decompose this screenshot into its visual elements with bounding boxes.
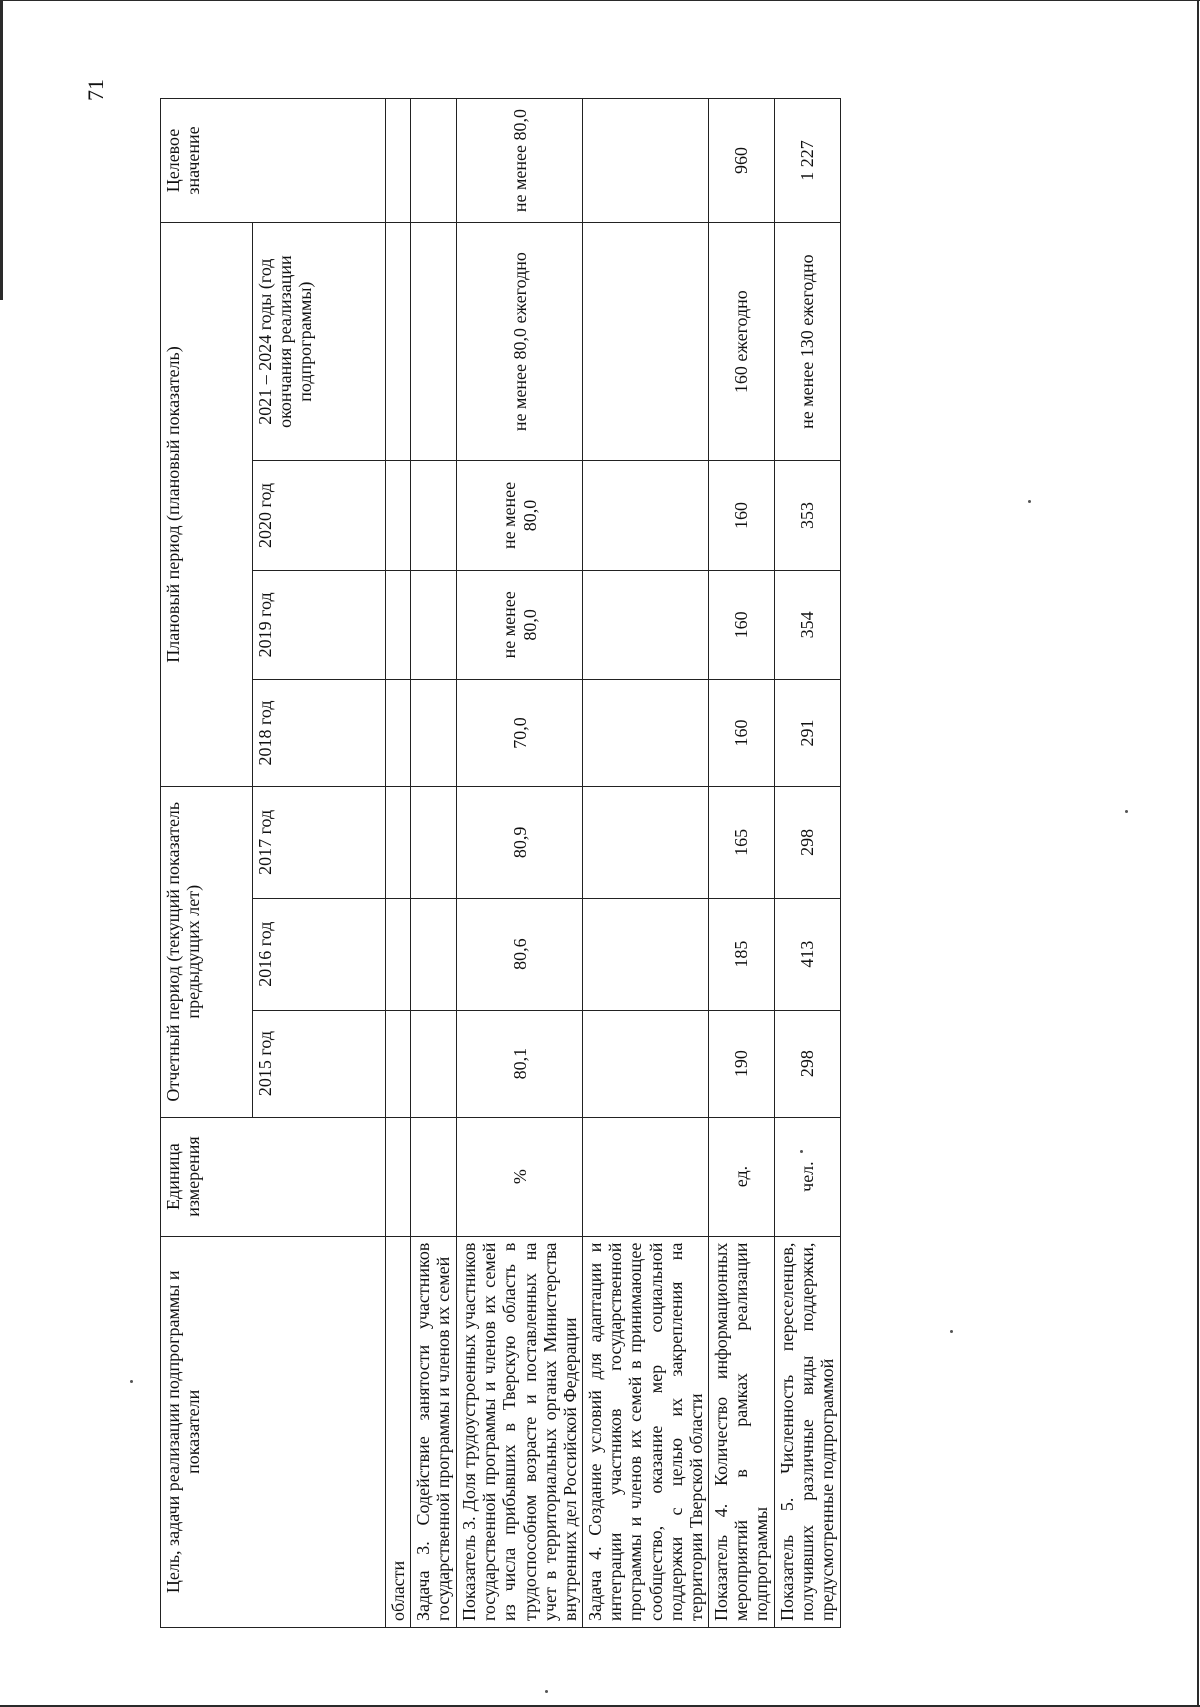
cell-2020: 160	[709, 461, 774, 570]
cell-target: не менее 80,0	[457, 99, 583, 223]
cell-2015: 80,1	[457, 1010, 583, 1117]
cell-2019: 160	[709, 570, 774, 679]
header-target-value: Целевое значение	[161, 99, 386, 223]
cell-2021-2024	[386, 223, 411, 461]
cell-2021-2024	[411, 223, 457, 461]
cell-2018: 160	[709, 680, 774, 787]
header-reporting-period: Отчетный период (текущий показатель предыдущих лет)	[161, 786, 253, 1117]
cell-2021-2024: не менее 130 ежегодно	[774, 223, 840, 461]
cell-2016: 80,6	[457, 898, 583, 1010]
header-years-2021-2024: 2021 – 2024 годы (год окончания реализации подпрограммы)	[253, 223, 386, 461]
cell-2020: не менее 80,0	[457, 461, 583, 570]
cell-2017: 165	[709, 786, 774, 898]
cell-2017	[386, 786, 411, 898]
header-year-2018: 2018 год	[253, 680, 386, 787]
cell-2015	[386, 1010, 411, 1117]
scan-edge-top	[0, 0, 1200, 1]
table-row	[457, 99, 583, 1628]
cell-2016: 185	[709, 898, 774, 1010]
header-year-2016: 2016 год	[253, 898, 386, 1010]
cell-2019	[411, 570, 457, 679]
cell-2019	[583, 570, 709, 679]
cell-2019: не менее 80,0	[457, 570, 583, 679]
cell-2019: 354	[774, 570, 840, 679]
cell-2017	[411, 786, 457, 898]
header-year-2019: 2019 год	[253, 570, 386, 679]
row-description: области	[386, 1236, 411, 1627]
cell-2015	[411, 1010, 457, 1117]
scan-speck	[1125, 810, 1128, 813]
header-row-1	[161, 99, 253, 1628]
cell-2019	[386, 570, 411, 679]
cell-2018: 291	[774, 680, 840, 787]
cell-2016: 413	[774, 898, 840, 1010]
header-unit: Единица измерения	[161, 1117, 386, 1236]
header-goal-tasks: Цель, задачи реализации подпрограммы и показатели	[161, 1236, 386, 1627]
row-description: Задача 4. Создание условий для адаптации и интеграции участников государственной программы и членов их семей в принимающее сообщество, оказание мер социальной поддержки с целью их закрепления на территории Тверской области	[583, 1236, 709, 1627]
row-description: Показатель 5. Численность переселенцев, получивших различные виды поддержки, предусмотренные подпрограммой	[774, 1236, 840, 1627]
cell-2018	[386, 680, 411, 787]
scan-speck	[130, 1380, 133, 1383]
cell-2020	[411, 461, 457, 570]
row-unit: ед.	[709, 1117, 774, 1236]
row-description: Показатель 4. Количество информационных мероприятий в рамках реализации подпрограммы	[709, 1236, 774, 1627]
table-row	[411, 99, 457, 1628]
header-year-2020: 2020 год	[253, 461, 386, 570]
table-row	[386, 99, 411, 1628]
cell-2015: 298	[774, 1010, 840, 1117]
cell-2016	[583, 898, 709, 1010]
row-unit	[411, 1117, 457, 1236]
scan-speck	[1028, 500, 1031, 503]
cell-2018	[583, 680, 709, 787]
scan-edge-right	[1197, 0, 1199, 1707]
row-unit: чел.	[774, 1117, 840, 1236]
cell-2018	[411, 680, 457, 787]
cell-2021-2024	[583, 223, 709, 461]
cell-target: 1 227	[774, 99, 840, 223]
cell-2017: 298	[774, 786, 840, 898]
cell-target	[411, 99, 457, 223]
cell-2015: 190	[709, 1010, 774, 1117]
table-row	[709, 99, 774, 1628]
indicators-table	[160, 98, 841, 1628]
row-unit	[386, 1117, 411, 1236]
cell-target	[386, 99, 411, 223]
header-year-2015: 2015 год	[253, 1010, 386, 1117]
cell-2017	[583, 786, 709, 898]
header-year-2017: 2017 год	[253, 786, 386, 898]
cell-2017: 80,9	[457, 786, 583, 898]
cell-2018: 70,0	[457, 680, 583, 787]
cell-target	[583, 99, 709, 223]
row-description: Задача 3. Содействие занятости участников государственной программы и членов их семей	[411, 1236, 457, 1627]
scan-speck	[950, 1330, 953, 1333]
cell-2016	[411, 898, 457, 1010]
row-description: Показатель 3. Доля трудоустроенных участников государственной программы и членов их семей из числа прибывших в Тверскую область в трудоспособном возрасте и поставленных на учет в территориальных органах Министерства внутренних дел Российской Федерации	[457, 1236, 583, 1627]
cell-2016	[386, 898, 411, 1010]
cell-2020	[386, 461, 411, 570]
header-planned-period: Плановый период (плановый показатель)	[161, 223, 253, 787]
scan-speck	[545, 1690, 548, 1693]
cell-2020	[583, 461, 709, 570]
cell-2021-2024: не менее 80,0 ежегодно	[457, 223, 583, 461]
scan-edge-left	[0, 0, 3, 300]
page-number: 71	[83, 79, 108, 101]
cell-2020: 353	[774, 461, 840, 570]
table-row	[583, 99, 709, 1628]
row-unit: %	[457, 1117, 583, 1236]
cell-target: 960	[709, 99, 774, 223]
rotated-table-wrapper	[160, 98, 837, 1628]
cell-2015	[583, 1010, 709, 1117]
cell-2021-2024: 160 ежегодно	[709, 223, 774, 461]
table-row	[774, 99, 840, 1628]
row-unit	[583, 1117, 709, 1236]
